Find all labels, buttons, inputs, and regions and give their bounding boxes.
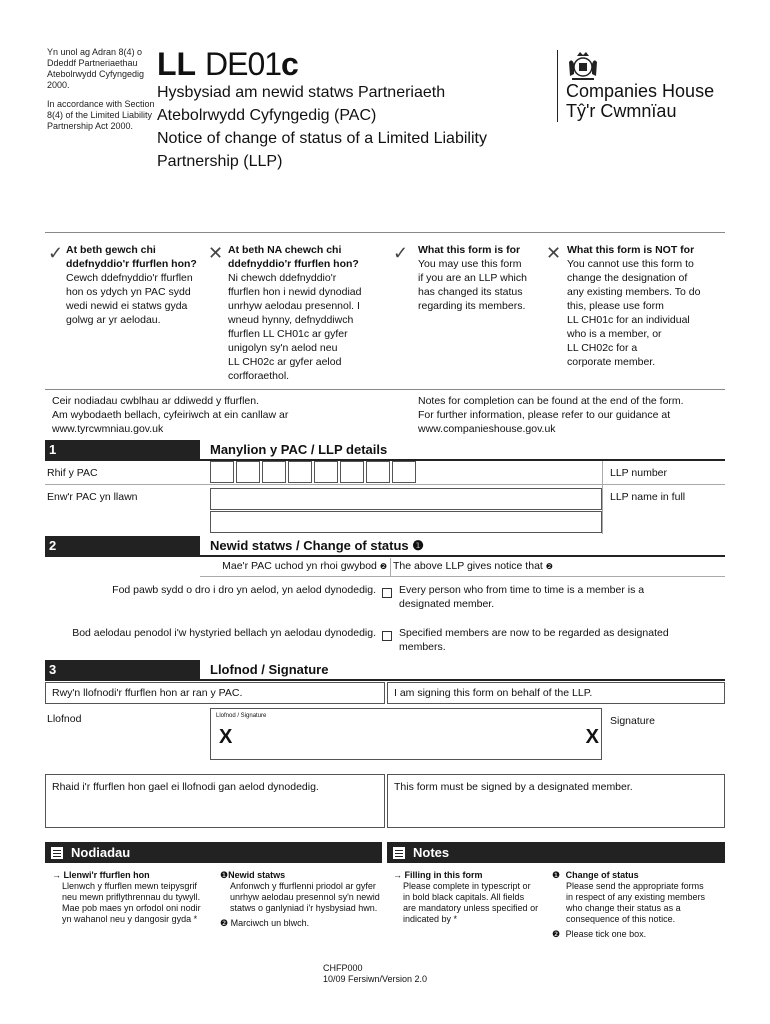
- signing-statement-cy-box: [45, 682, 385, 704]
- notes-icon: [393, 847, 405, 859]
- option-specified-members-cy: Bod aelodau penodol i'w hystyried bellach yn aelodau dynodedig.: [72, 627, 376, 639]
- signature-label-cy: Llofnod: [47, 713, 82, 725]
- gives-notice-en: The above LLP gives notice that ❷: [393, 560, 553, 572]
- section-number: 2: [45, 536, 200, 555]
- note-filling-en: → Filling in this form Please complete in typescript or in bold black capitals. All fields are mandatory unless specified or indicated by *: [393, 870, 539, 924]
- column-divider: [602, 461, 603, 534]
- must-sign-en: This form must be signed by a designated member.: [394, 781, 633, 793]
- notes-en-header: Notes: [387, 842, 725, 863]
- note-1-icon: ❶: [412, 538, 424, 553]
- llp-number-cell[interactable]: [262, 461, 286, 483]
- section-title: Manylion y PAC / LLP details: [210, 442, 388, 457]
- tick-icon: ✓: [393, 243, 409, 263]
- section-1-header: [45, 440, 725, 461]
- llp-name-input-line1[interactable]: [210, 488, 602, 510]
- guidance-rule: [45, 232, 725, 233]
- gives-notice-cy: Mae'r PAC uchod yn rhoi gwybod ❷: [222, 560, 387, 572]
- legal-basis-cy: Yn unol ag Adran 8(4) o Ddeddf Partneriaethau Atebolrwydd Cyfyngedig 2000.: [47, 47, 145, 90]
- section-3-header: [45, 660, 725, 681]
- note-filling-cy: → Llenwi'r ffurflen hon Llenwch y ffurflen mewn teipysgrif neu mewn priflythrennau du tywyll. Mae pob maes yn orfodol oni nodir yn wahanol neu y dangosir gyda *: [52, 870, 201, 924]
- tick-icon: ✓: [48, 243, 64, 263]
- llp-name-label-cy: Enw'r PAC yn llawn: [47, 491, 138, 503]
- signing-statement-cy: Rwy'n llofnodi'r ffurflen hon ar ran y PAC.: [52, 687, 243, 699]
- llp-name-label-en: LLP name in full: [610, 491, 686, 503]
- cross-icon: ✕: [546, 243, 562, 263]
- cross-icon: ✕: [208, 243, 224, 263]
- form-footer-code: CHFP000: [323, 963, 363, 973]
- signature-x-icon: X: [585, 726, 599, 748]
- arrow-right-icon: →: [52, 870, 61, 880]
- section-number: 3: [45, 660, 200, 679]
- llp-number-label-cy: Rhif y PAC: [47, 467, 98, 479]
- signature-x-icon: X: [219, 726, 233, 748]
- llp-number-cell[interactable]: [236, 461, 260, 483]
- must-sign-en-box: [387, 774, 725, 828]
- option-specified-members-checkbox[interactable]: [382, 627, 392, 645]
- row-divider: [45, 484, 725, 485]
- llp-number-label-en: LLP number: [610, 467, 668, 479]
- signing-statement-en-box: [387, 682, 725, 704]
- row-divider: [200, 576, 725, 577]
- llp-number-cell[interactable]: [340, 461, 364, 483]
- note-2-icon: ❷: [545, 562, 553, 571]
- signature-label-en: Signature: [610, 715, 655, 727]
- not-for-cy: At beth NA chewch chi ddefnyddio'r ffurflen hon? Ni chewch ddefnyddio'r ffurflen hon i newid dynodiad unrhyw aelodau presennol. I wneud hynny, defnyddiwch ffurflen LL CH01c ar gyfer unigolyn sy'n aelod neu LL CH02c ar gyfer aelod corfforaethol.: [228, 244, 362, 382]
- llp-number-cell[interactable]: [314, 461, 338, 483]
- note-1-icon: ❶: [552, 870, 561, 880]
- note-1-icon: ❶: [220, 870, 229, 880]
- what-for-en: What this form is for You may use this form if you are an LLP which has changed its status regarding its members.: [418, 244, 527, 312]
- note-status-en: ❶ Change of status Please send the appropriate forms in respect of any existing members who change their status as a consequence of this notice. ❷ Please tick one box.: [552, 870, 706, 939]
- llp-number-cell[interactable]: [366, 461, 390, 483]
- completion-notes-cy: Ceir nodiadau cwblhau ar ddiwedd y ffurflen. Am wybodaeth bellach, cyfeiriwch at ein canllaw ar www.tyrcwmniau.gov.uk: [52, 395, 289, 435]
- signature-box-label: Llofnod / Signature: [216, 713, 267, 719]
- note-2-icon: ❷: [379, 562, 387, 571]
- column-divider: [390, 558, 391, 576]
- not-for-en: What this form is NOT for You cannot use this form to change the designation of any existing members. To do this, please use form LL CH01c for an individual who is a member, or LL CH02c for a corporate member.: [567, 244, 701, 368]
- option-specified-members-en: Specified members are now to be regarded as designated members.: [399, 627, 669, 653]
- section-title: Newid statws / Change of status ❶: [210, 538, 424, 553]
- llp-name-input-line2[interactable]: [210, 511, 602, 533]
- section-number: 1: [45, 440, 200, 459]
- option-all-members-checkbox[interactable]: [382, 584, 392, 602]
- completion-notes-en: Notes for completion can be found at the end of the form. For further information, please refer to our guidance at www.companieshouse.gov.uk: [418, 395, 684, 435]
- what-for-cy: At beth gewch chi ddefnyddio'r ffurflen hon? Cewch ddefnyddio'r ffurflen hon os ydych yn PAC sydd wedi newid ei statws gyda golwg ar yr aelodau.: [66, 244, 197, 326]
- section-2-header: [45, 536, 725, 557]
- must-sign-cy-box: [45, 774, 385, 828]
- form-title: Hysbysiad am newid statws Partneriaeth Atebolrwydd Cyfyngedig (PAC) Notice of change of status of a Limited Liability Partnership (LLP): [157, 84, 487, 170]
- option-all-members-cy: Fod pawb sydd o dro i dro yn aelod, yn aelod dynodedig.: [112, 584, 376, 596]
- must-sign-cy: Rhaid i'r ffurflen hon gael ei llofnodi gan aelod dynodedig.: [52, 781, 319, 793]
- llp-number-cell[interactable]: [288, 461, 312, 483]
- brand-name: Companies House Tŷ'r Cwmnïau: [566, 81, 715, 121]
- section-title: Llofnod / Signature: [210, 662, 329, 677]
- notes-rule: [45, 389, 725, 390]
- signature-box[interactable]: [210, 708, 602, 760]
- form-code: LL DE01c: [157, 46, 299, 82]
- note-2-icon: ❷: [220, 918, 229, 928]
- llp-number-cell[interactable]: [392, 461, 416, 483]
- note-status-cy: ❶Newid statws Anfonwch y ffurflenni priodol ar gyfer unrhyw aelodau presennol sy'n newid statws o ganlyniad i'r hysbysiad hwn. ❷ Marciwch un blwch.: [220, 870, 380, 928]
- brand-divider: [557, 50, 558, 122]
- notes-cy-header: Nodiadau: [45, 842, 382, 863]
- note-2-icon: ❷: [552, 929, 561, 939]
- legal-basis-en: In accordance with Section 8(4) of the Limited Liability Partnership Act 2000.: [47, 99, 155, 131]
- form-footer-version: 10/09 Fersiwn/Version 2.0: [323, 974, 428, 984]
- option-all-members-en: Every person who from time to time is a member is a designated member.: [399, 584, 645, 610]
- notes-icon: [51, 847, 63, 859]
- llp-number-cell[interactable]: [210, 461, 234, 483]
- signing-statement-en: I am signing this form on behalf of the LLP.: [394, 687, 593, 699]
- footer: [323, 963, 427, 985]
- arrow-right-icon: →: [393, 870, 402, 880]
